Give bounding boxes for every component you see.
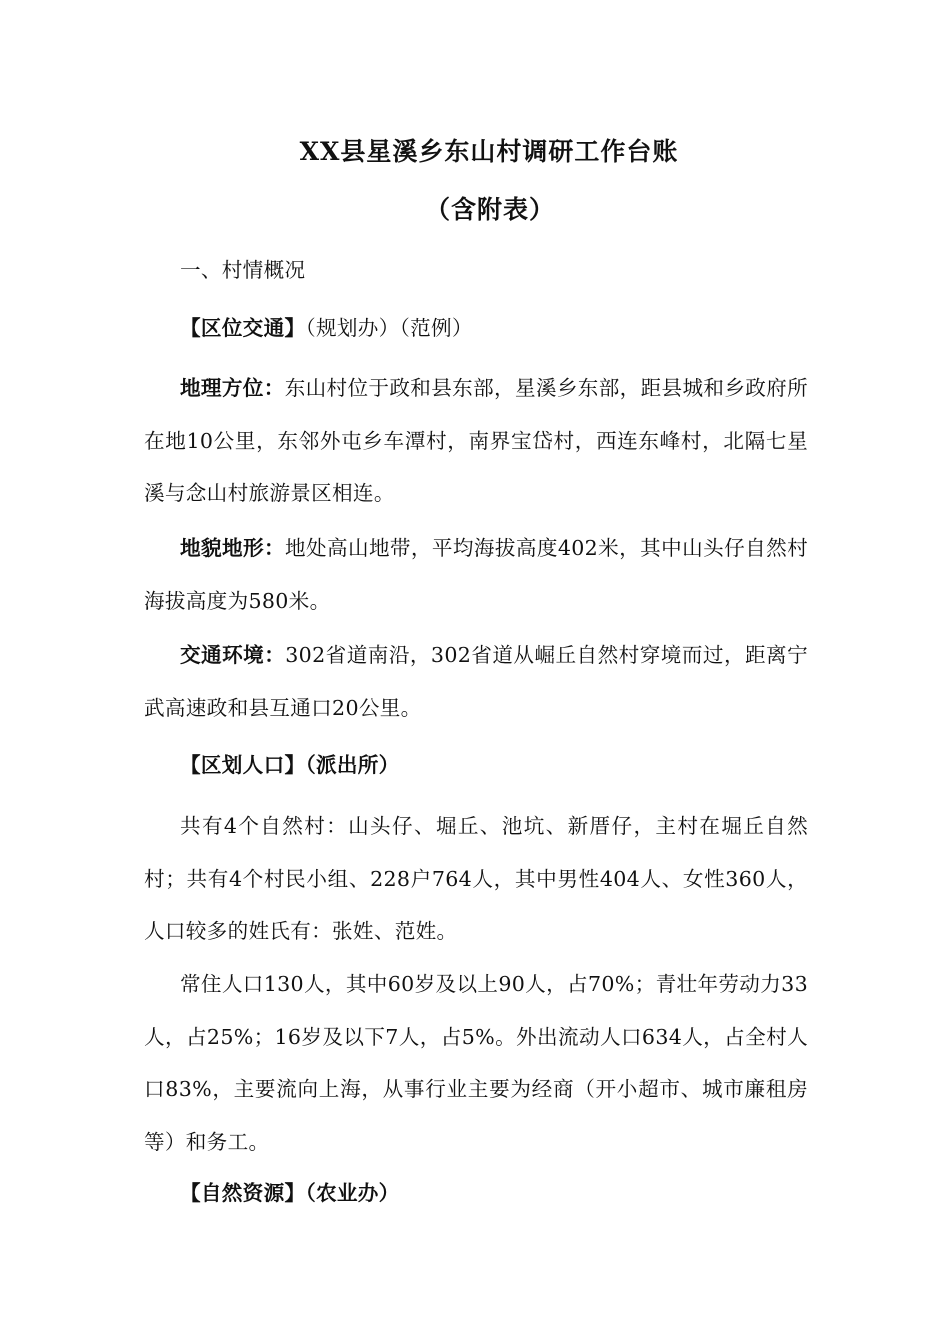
resources-heading — [180, 1178, 400, 1208]
population-paragraph-2: 常住人口130人，其中60岁及以上90人，占70%；青壮年劳动力33人，占25%；16岁及以下7人，占5%。外出流动人口634人，占全村人口83%，主要流向上海，从事行业主要为经商（开小超市、城市廉租房等）和务工。 — [144, 972, 808, 1154]
geo-label: 地理方位： — [180, 376, 285, 400]
resources-heading-note: （农业办） — [305, 1181, 400, 1205]
location-heading — [180, 313, 473, 343]
population-paragraph-1: 共有4个自然村：山头仔、堀丘、池坑、新厝仔，主村在堀丘自然村；共有4个村民小组、228户764人，其中男性404人、女性360人，人口较多的姓氏有：张姓、范姓。 — [144, 814, 808, 943]
traffic-text: 302省道南沿，302省道从崛丘自然村穿境而过，距离宁武高速政和县互通口20公里。 — [144, 643, 809, 720]
traffic-paragraph — [144, 629, 808, 734]
population-heading — [180, 750, 400, 780]
terrain-paragraph — [144, 522, 808, 627]
geo-paragraph — [144, 362, 808, 520]
terrain-label: 地貌地形： — [180, 536, 285, 560]
population-heading-title: 【区划人口】 — [180, 753, 306, 777]
terrain-text: 地处高山地带，平均海拔高度402米，其中山头仔自然村海拔高度为580米。 — [144, 536, 809, 613]
traffic-label: 交通环境： — [180, 643, 286, 667]
location-heading-title: 【区位交通】 — [180, 316, 306, 340]
document-subtitle: （含附表） — [424, 195, 555, 224]
resources-heading-title: 【自然资源】 — [180, 1181, 306, 1205]
document-title: XX县星溪乡东山村调研工作台账 — [299, 137, 679, 166]
section-heading-village-overview: 一、村情概况 — [180, 258, 306, 282]
population-heading-note: （派出所） — [305, 753, 400, 777]
geo-text: 东山村位于政和县东部，星溪乡东部，距县城和乡政府所在地10公里，东邻外屯乡车潭村，南界宝岱村，西连东峰村，北隔七星溪与念山村旅游景区相连。 — [144, 376, 809, 505]
location-heading-note: （规划办）（范例） — [305, 316, 473, 340]
